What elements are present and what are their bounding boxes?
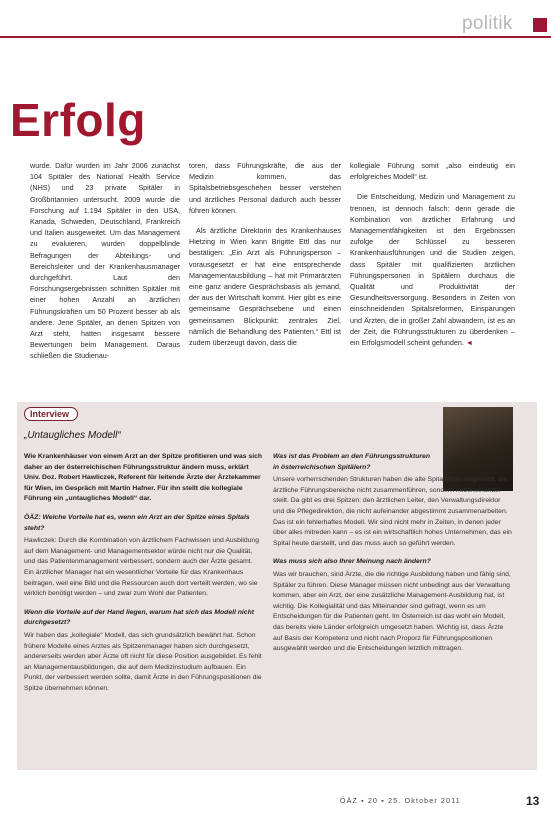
interview-answer: Was wir brauchen, sind Ärzte, die die richtige Ausbildung haben und fähig sind, Spitäler zu führen. Diese Manager müssen nicht unbedingt aus der Verwaltung kommen, aber ein Arzt, der eine zusätzliche Management-Ausbildung hat, ist wichtig. Die Kollegialität und das Miteinander sind gefragt, wenn es um Entscheidungen für die Patienten geht. Im Österreich ist das wohl ein Modell, das bereits viele Länder erfolgreich umgesetzt haben. Wichtig ist, dass Ärzte auf Basis der Kompetenz und nicht nach Proporz für Führungspositionen ausgewählt werden und die Entscheidungen letztlich mittragen. (273, 570, 511, 653)
interview-answer: Wir haben das „kollegiale“ Modell, das sich grundsätzlich bewährt hat. Schon frühere Modelle eines Arztes als Spitzenmanager haben sich durchgesetzt, andererseits werden aber Ärzte oft nicht für diese Position ausgebildet. Es fehlt an Managementausbildungen, die auf dem Medizinstudium aufbauen. Ein Punkt, der verbessert werden sollte, damit Ärzte in den Führungspositionen die Spitze übernehmen können. (24, 631, 262, 692)
section-label: politik (462, 13, 513, 34)
section-color-marker (533, 18, 547, 32)
article-paragraph: kollegiale Führung somit „also eindeutig ein erfolgreiches Modell“ ist. (350, 161, 515, 182)
article-column-2 (189, 160, 341, 357)
headline: Erfolg (10, 94, 146, 146)
end-mark-icon: ◄ (465, 338, 473, 348)
article-column-3 (350, 160, 515, 357)
article-paragraph (350, 191, 515, 348)
header-rule (0, 36, 551, 38)
interview-badge: Interview (24, 407, 78, 421)
interview-question: ÖÄZ: Welche Vorteile hat es, wenn ein Arzt an der Spitze eines Spitals steht? (24, 513, 250, 532)
page-number: 13 (526, 794, 540, 808)
issue-footer: ÖÄZ ▪ 20 ▪ 25. Oktober 2011 (340, 798, 461, 805)
interview-lead: Wie Krankenhäuser von einem Arzt an der Spitze profitieren und was sich daher an der österreichischen Führungsstruktur ändern muss, erklärt Univ. Doz. Robert Hawliczek, Referent für leitende Ärzte der Ärztekammer für Wien, im Gespräch mit Martin Hafner. Für ihn stellt die kollegiale Führung ein „untaugliches Modell“ dar. (24, 453, 263, 503)
interview-question: Wenn die Vorteile auf der Hand liegen, warum hat sich das Modell nicht durchgesetzt? (24, 608, 255, 627)
article-paragraph: Als ärztliche Direktorin des Krankenhauses Hietzing in Wien kann Brigitte Ettl das nur bestätigen: „Ein Arzt als Führungsperson – vorausgesetzt er hat eine entsprechende Managementausbildung – hat mit Primarärzten eine ganz andere Gesprächsbasis als jemand, der aus der Wirtschaft kommt. Hier gibt es eine gemeinsame Gesprächsebene und einen gemeinsamen Blickpunkt: zentrales Ziel, nämlich die Behandlung des Patienten.“ Ettl ist zudem überzeugt davon, dass die (189, 226, 341, 348)
article-column-1 (30, 160, 180, 371)
article-paragraph: wurde. Dafür wurden im Jahr 2006 zunächst 104 Spitäler des National Health Service (NHS) und 23 private Spitäler in Großbritannien untersucht. 2009 wurde die Forschung auf 1.194 Spitäler in den USA, Kanada, Schweden, Deutschland, Frankreich und Italien ausgeweitet. Um das Management zu evaluieren, wurden doppelblinde Befragungen der Abteilungs- und Bereichsleiter und der Krankenhausmanager durchgeführt. Laut den Forschungsergebnissen schnitten Spitäler mit einer hohen Anzahl an ärztlichen Führungskräften um 50 Prozent besser ab als andere. Jene Spitäler, an denen Spitzen von Arzt steht, hatten insgesamt bessere Bewertungen beim Management. Daraus schließen die Studienau- (30, 161, 180, 361)
interview-column-1 (24, 452, 264, 702)
interview-answer: Hawliczek: Durch die Kombination von ärztlichem Fachwissen und Ausbildung auf dem Management- und Managementsektor würde nicht nur die Qualität, und das Patientenmanagement verbessert, sondern auch der Ärzte gesamt. Ein ärztlicher Manager hat ein wesentlicher Vorteile für das Krankenhaus beitragen, weil eine Bild und die Ressourcen auch dort verteilt werden, wo sie wirklich benötigt werden – und zwar zum Wohl der Patienten. (24, 537, 259, 598)
interview-question: Was muss sich also Ihrer Meinung nach ändern? (273, 558, 431, 566)
interview-title: „Untaugliches Modell“ (24, 430, 121, 441)
article-paragraph: toren, dass Führungskräfte, die aus der Medizin kommen, das Spitalsbetriebsgeschehen besser verstehen und ärztliches Personal dadurch auch besser führen können. (189, 161, 341, 215)
article-paragraph-text: Die Entscheidung, Medizin und Management zu trennen, ist dennoch falsch: denn gerade die Kombination von ärztlicher Erfahrung und Managementfähigkeiten ist den Ergebnissen zufolge der Schlüssel zu besseren Krankenhausführungen und die Studien zeigen, dass Spitäler mit qualifizierten ärztlichen Führungspersonen in Spitälern durchaus die Qualität und Produktivität der Gesundheitsversorgung. Besonders in Zeiten von einschneidenden Spitalsreformen, Einsparungen und Ärzten, die in großer Zahl abwandern, ist es an der Zeit, die Führungsstrukturen zu überdenken – ein Erfolgsmodell scheint gefunden. (350, 192, 515, 348)
interview-answer: Unsere vorherrschenden Strukturen haben die alte Spitalsform eingesetzt, die ärztliche Führungsbereiche nicht zusammenführen, sondern nebeneinander stellt. Da gibt es drei Spitzen: den ärztlichen Leiter, den Verwaltungsdirektor und die Pflegedirektion, die nicht aufeinander abgestimmt zusammenarbeiten. Das ist ein fehlerhaftes Modell. Wir sind nicht mehr in Zeiten, in denen jeder über alles mitreden kann – es ist ein wirtschaftlich hohes Unternehmen, das ein Spital heute darstellt, und das muss auch so geführt werden. (273, 476, 512, 547)
interview-question: Was ist das Problem an den Führungsstrukturen in österreichischen Spitälern? (273, 453, 430, 471)
interview-column-2 (273, 452, 513, 663)
